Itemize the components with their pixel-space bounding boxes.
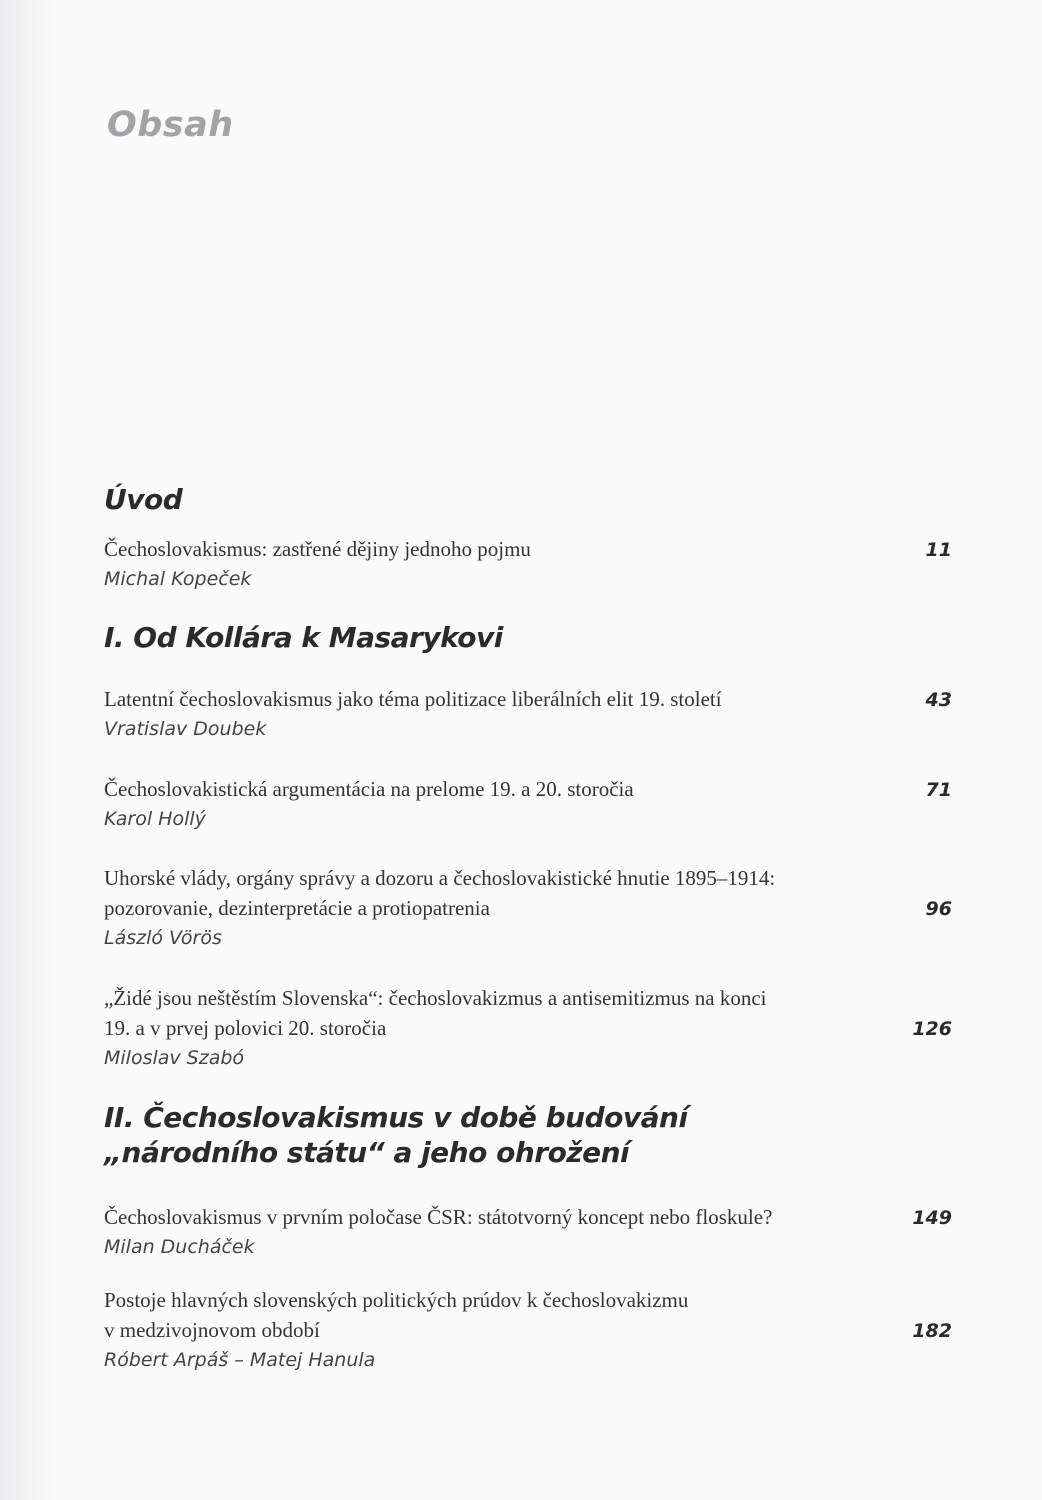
page-number: 182 [912, 1320, 952, 1342]
entry-title: Latentní čechoslovakismus jako téma politizace liberálních elit 19. století [104, 687, 722, 711]
entry-title-continued: pozorovanie, dezinterpretácie a protiopatrenia [104, 896, 490, 920]
toc-entry[interactable] [104, 774, 952, 834]
entry-title: Čechoslovakismus v prvním poločase ČSR: státotvorný koncept nebo floskule? [104, 1205, 773, 1229]
toc-entry[interactable] [104, 684, 952, 744]
page-number: 43 [925, 689, 952, 711]
page-number: 149 [912, 1207, 952, 1229]
entry-author: Milan Ducháček [104, 1236, 255, 1258]
entry-title: Čechoslovakismus: zastřené dějiny jednoho pojmu [104, 537, 531, 561]
entry-title-continued: 19. a v prvej polovici 20. storočia [104, 1016, 387, 1040]
entry-author: Róbert Arpáš – Matej Hanula [104, 1349, 376, 1371]
page-number: 71 [925, 779, 952, 801]
section-heading-uvod: Úvod [104, 483, 183, 516]
toc-entry[interactable] [104, 983, 952, 1073]
entry-author: László Vörös [104, 927, 222, 949]
page-number: 11 [925, 539, 952, 561]
entry-author: Michal Kopeček [104, 568, 252, 590]
section-heading-ii: II. Čechoslovakismus v době budování „národního státu“ a jeho ohrožení [104, 1101, 688, 1169]
entry-author: Miloslav Szabó [104, 1047, 245, 1069]
entry-author: Karol Hollý [104, 808, 206, 830]
page-title: Obsah [107, 105, 234, 145]
toc-entry[interactable] [104, 863, 952, 953]
entry-title: Uhorské vlády, orgány správy a dozoru a čechoslovakistické hnutie 1895–1914: [104, 866, 776, 890]
entry-title-continued: v medzivojnovom období [104, 1318, 320, 1342]
page-number: 126 [912, 1018, 952, 1040]
toc-entry[interactable] [104, 534, 952, 594]
entry-author: Vratislav Doubek [104, 718, 267, 740]
entry-title: „Židé jsou neštěstím Slovenska“: čechoslovakizmus a antisemitizmus na konci [104, 986, 767, 1010]
page-number: 96 [925, 898, 952, 920]
entry-title: Postoje hlavných slovenských politických prúdov k čechoslovakizmu [104, 1288, 689, 1312]
entry-title: Čechoslovakistická argumentácia na prelome 19. a 20. storočia [104, 777, 634, 801]
toc-entry[interactable] [104, 1202, 952, 1262]
page-shadow [0, 0, 60, 1500]
toc-entry[interactable] [104, 1285, 952, 1375]
section-heading-i: I. Od Kollára k Masarykovi [104, 621, 503, 654]
